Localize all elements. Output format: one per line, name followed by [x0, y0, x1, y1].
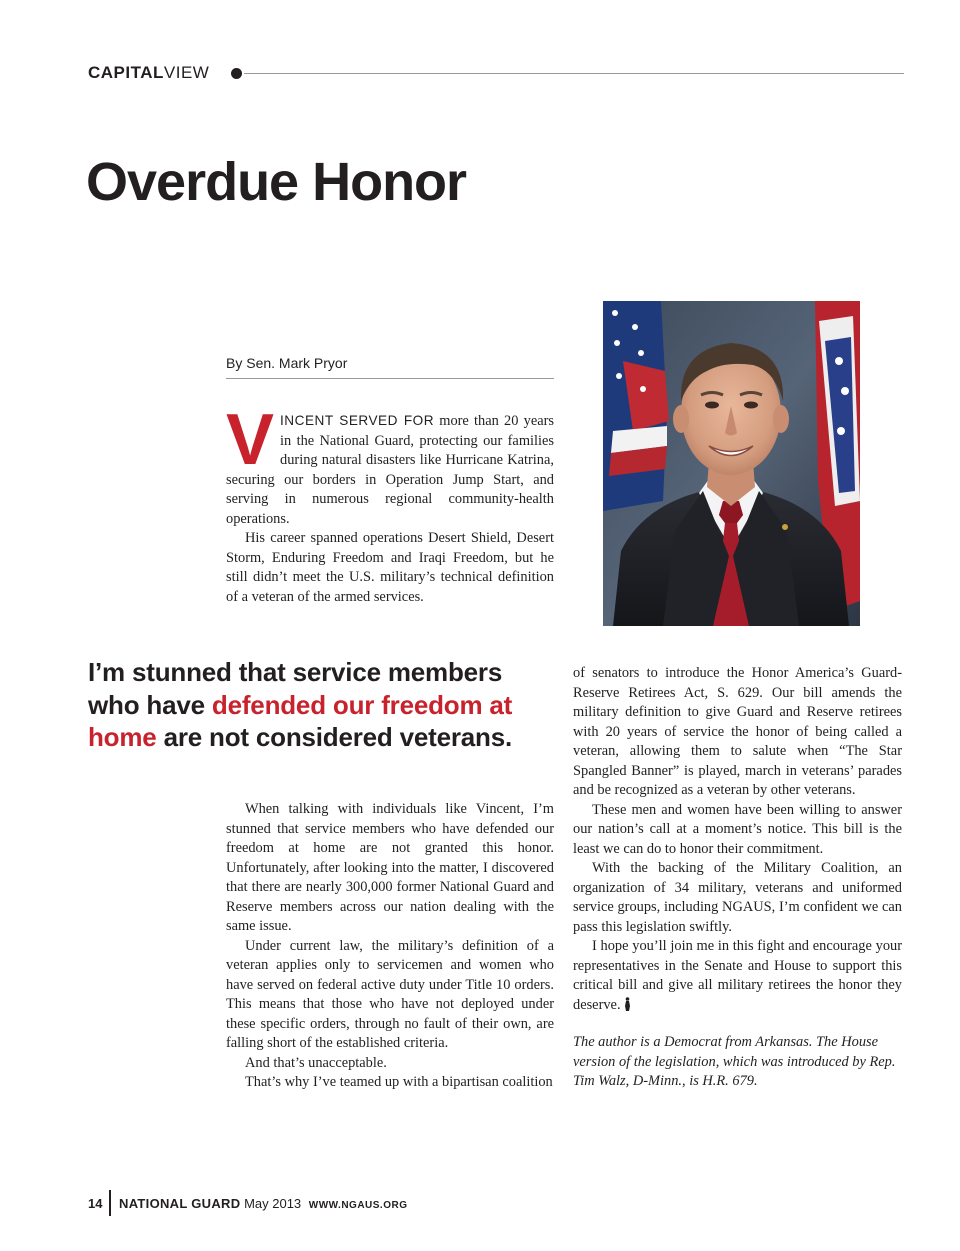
pull-quote-highlight: defended our freedom at home — [88, 689, 513, 752]
section-label-light: VIEW — [163, 63, 210, 82]
end-mark-icon — [624, 997, 631, 1011]
body-paragraph: That’s why I’ve teamed up with a bipartisan coalition — [245, 1074, 553, 1090]
publication-name: NATIONAL GUARD — [119, 1196, 241, 1211]
header-bullet-dot — [231, 68, 242, 79]
body-paragraph: Under current law, the military’s definition of a veteran applies only to servicemen and women who have served on federal active duty under Title 10 orders. This means that those who have not deployed under these specific orders, through no fault of their own, are falling short of the established criteria. — [226, 937, 554, 1051]
website-url: WWW.NGAUS.ORG — [308, 1200, 408, 1211]
issue-date: May 2013 — [244, 1196, 302, 1211]
body-paragraph: When talking with individuals like Vincent, I’m stunned that service members who have defended our freedom at home are not granted this honor. Unfortunately, after looking into the matter, I discovered that there are nearly 300,000 former National Guard and Reserve members across our nation dealing with the same issue. — [226, 801, 554, 934]
body-column-left — [226, 800, 554, 1093]
intro-paragraph-2: His career spanned operations Desert Shield, Desert Storm, Enduring Freedom and Iraqi Freedom, but he still didn’t meet the U.S. military’s technical definition of a veteran of the armed services. — [226, 530, 554, 605]
section-label — [88, 62, 209, 84]
section-header — [88, 62, 904, 84]
intro-column — [226, 400, 554, 607]
section-label-bold: CAPITAL — [88, 63, 164, 82]
byline: By Sen. Mark Pryor — [226, 355, 348, 371]
body-paragraph: And that’s unacceptable. — [245, 1054, 387, 1071]
body-paragraph — [573, 937, 902, 1015]
lead-in: INCENT SERVED FOR — [280, 413, 435, 428]
footer-publication — [119, 1194, 408, 1216]
header-rule — [244, 73, 904, 74]
us-flag-icon — [603, 301, 669, 511]
closing-text: I hope you’ll join me in this fight and encourage your representatives in the Senate and House to support this critical bill and give all military retirees the honor they deserve. — [573, 938, 902, 1013]
pull-quote-part2: are not considered veterans. — [156, 722, 512, 752]
page-number: 14 — [88, 1196, 103, 1211]
author-portrait-photo — [603, 301, 860, 626]
body-paragraph: of senators to introduce the Honor America’s Guard-Reserve Retirees Act, S. 629. Our bill amends the military definition to give Guard and Reserve retirees with 20 years of service the honor of being called a veteran, allowing them to salute when “The Star Spangled Banner” is played, march in veterans’ parades and be recognized as a veteran by other veterans. — [573, 665, 902, 798]
intro-paragraph — [226, 400, 554, 529]
byline-rule — [226, 378, 554, 379]
pull-quote-part1: I’m stunned that service members who have — [88, 657, 503, 720]
body-paragraph: With the backing of the Military Coalition, an organization of 34 military, veterans and uniformed service groups, including NGAUS, I’m confident we can pass this legislation swiftly. — [573, 860, 902, 935]
intro-text: more than 20 years in the National Guard, protecting our families during natural disasters like Hurricane Katrina, securing our borders in Operation Jump Start, and serving in numerous regional community-health operations. — [226, 413, 554, 527]
drop-cap: V — [226, 400, 275, 480]
body-paragraph: These men and women have been willing to answer our nation’s call at a moment’s notice. This bill is the least we can do to honor their commitment. — [573, 801, 902, 857]
body-column-right — [573, 664, 902, 1015]
author-note: The author is a Democrat from Arkansas. The House version of the legislation, which was introduced by Rep. Tim Walz, D-Minn., is H.R. 679. — [573, 1034, 896, 1089]
footer-divider — [109, 1190, 111, 1216]
pull-quote — [88, 656, 558, 754]
article-title: Overdue Honor — [86, 152, 467, 212]
